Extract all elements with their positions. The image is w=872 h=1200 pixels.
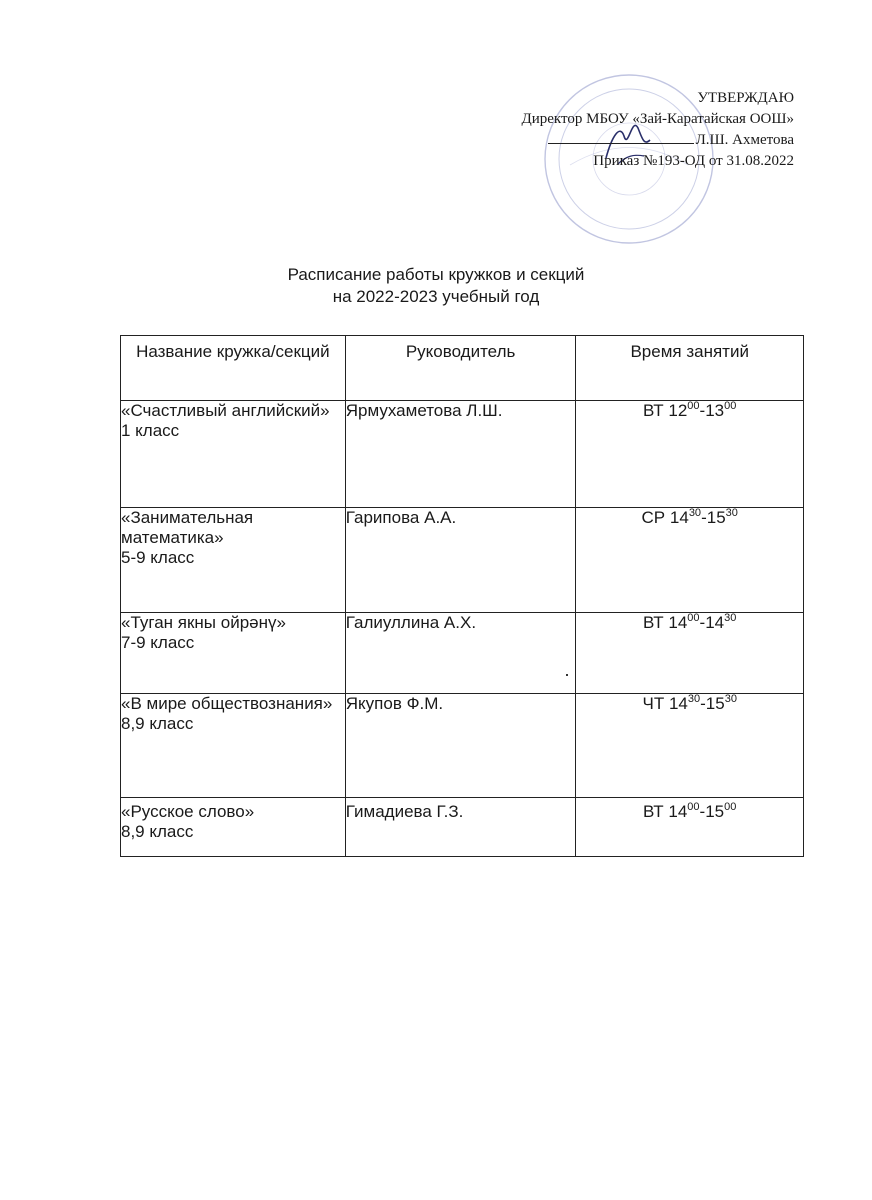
start-minute: 30 <box>687 693 701 705</box>
table-row <box>121 613 804 694</box>
table-row <box>121 694 804 798</box>
scan-speck <box>566 674 568 676</box>
start-hour: 14 <box>668 694 688 713</box>
title-line-2: на 2022-2023 учебный год <box>332 287 540 306</box>
start-minute: 00 <box>687 801 700 813</box>
end-minute: 30 <box>725 507 738 519</box>
leader-cell: Ярмухаметова Л.Ш. <box>345 401 576 508</box>
club-name-cell <box>121 798 346 857</box>
club-name: «Русское слово» <box>121 802 255 821</box>
end-minute: 30 <box>724 693 737 705</box>
day: ЧТ <box>642 694 665 713</box>
club-name-cell <box>121 401 346 508</box>
leader-cell: Галиуллина А.Х. <box>345 613 576 694</box>
end-hour: 13 <box>705 401 725 420</box>
schedule-table <box>120 335 804 857</box>
approval-heading: УТВЕРЖДАЮ <box>697 90 794 106</box>
club-grade: 5-9 класс <box>121 548 195 567</box>
table-row <box>121 401 804 508</box>
day: ВТ <box>643 613 664 632</box>
end-minute: 30 <box>724 612 737 624</box>
end-hour: 14 <box>705 613 725 632</box>
leader-cell: Гимадиева Г.З. <box>345 798 576 857</box>
club-name: «В мире обществознания» <box>121 694 333 713</box>
club-grade: 8,9 класс <box>121 714 194 733</box>
end-minute: 00 <box>724 400 737 412</box>
leader-cell: Гарипова А.А. <box>345 508 576 613</box>
start-minute: 30 <box>688 507 702 519</box>
time-cell: ВТ $14^{00}-14^{30}$ <box>576 613 804 694</box>
end-hour: 15 <box>705 694 725 713</box>
document-title <box>0 264 872 308</box>
table-row <box>121 508 804 613</box>
club-name-cell <box>121 694 346 798</box>
club-grade: 8,9 класс <box>121 822 194 841</box>
time-cell: ВТ $12^{00}-13^{00}$ <box>576 401 804 508</box>
start-hour: 14 <box>668 802 688 821</box>
approval-block <box>522 88 795 172</box>
approval-name: Л.Ш. Ахметова <box>695 132 794 148</box>
day: ВТ <box>643 401 664 420</box>
leader-cell: Якупов Ф.М. <box>345 694 576 798</box>
header-time: Время занятий <box>576 336 804 401</box>
header-club-name: Название кружка/секций <box>121 336 346 401</box>
approval-name-line <box>522 130 795 151</box>
table-header-row <box>121 336 804 401</box>
end-hour: 15 <box>705 802 725 821</box>
club-grade: 7-9 класс <box>121 633 195 652</box>
club-name: «Счастливый английский» <box>121 401 330 420</box>
time-cell: ЧТ $14^{30}-15^{30}$ <box>576 694 804 798</box>
start-minute: 00 <box>687 612 700 624</box>
signature-line <box>548 143 694 144</box>
end-hour: 15 <box>706 508 726 527</box>
end-minute: 00 <box>724 801 737 813</box>
day: СР <box>641 508 666 527</box>
club-name: «Туган якны ойрәнү» <box>121 613 286 632</box>
club-name-cell <box>121 613 346 694</box>
club-name-cell <box>121 508 346 613</box>
title-line-1: Расписание работы кружков и секций <box>287 265 585 284</box>
start-hour: 14 <box>668 613 688 632</box>
time-cell: СР $14^{30}-15^{30}$ <box>576 508 804 613</box>
header-leader: Руководитель <box>345 336 576 401</box>
start-minute: 00 <box>687 400 700 412</box>
day: ВТ <box>643 802 664 821</box>
start-hour: 14 <box>669 508 689 527</box>
start-hour: 12 <box>668 401 688 420</box>
table-row <box>121 798 804 857</box>
club-grade: 1 класс <box>121 421 180 440</box>
approval-order: Приказ №193-ОД от 31.08.2022 <box>593 153 794 169</box>
time-cell: ВТ $14^{00}-15^{00}$ <box>576 798 804 857</box>
approval-position: Директор МБОУ «Зай-Каратайская ООШ» <box>521 111 794 127</box>
club-name: «Занимательная математика» <box>121 508 254 547</box>
